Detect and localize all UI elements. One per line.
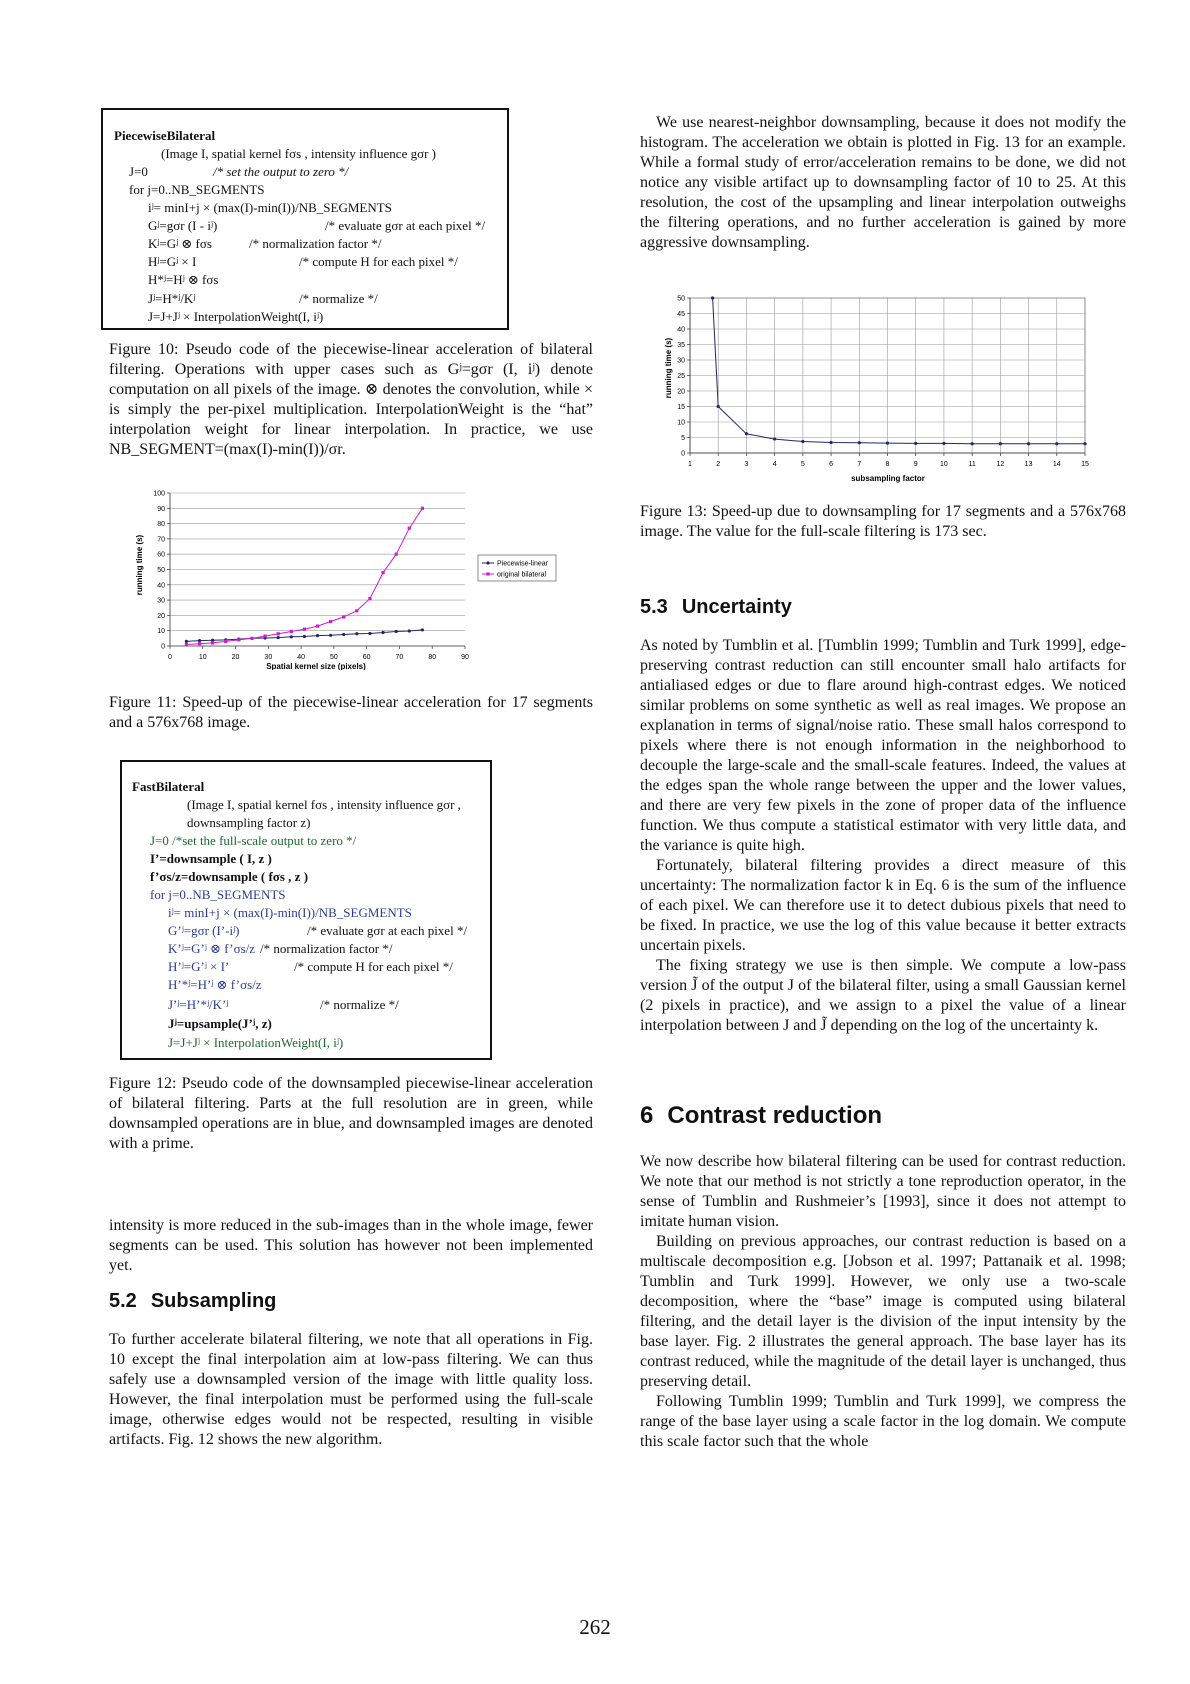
data-point <box>829 441 832 444</box>
x-tick-label: 7 <box>857 461 862 468</box>
y-tick-label: 15 <box>677 404 685 411</box>
x-tick-label: 1 <box>688 461 692 468</box>
fig12-line: f’σs/z=downsample ( fσs , z ) <box>150 869 309 884</box>
paragraph: To further accelerate bilateral filtering, we note that all operations in Fig. 10 except the final interpolation aim at low-pass filtering. We can thus safely use a downsampled version of the image with little quality loss. However, the final interpolation must be performed using the full-scale image, otherwise edges would not be respected, resulting in visible artifacts. Fig. 12 shows the new algorithm. <box>109 1331 593 1448</box>
fig11-ylabel: running time (s) <box>135 534 144 596</box>
x-tick-label: 90 <box>461 654 469 661</box>
y-tick-label: 80 <box>157 521 165 529</box>
page-number: 262 <box>579 1615 611 1639</box>
series-line <box>186 508 422 644</box>
fig10-line: Jʲ=H*ʲ/Kʲ <box>148 291 196 306</box>
fig12-line: G’ʲ=gσr (I’-iʲ) <box>168 923 240 938</box>
legend-label: Piecewise-linear <box>497 560 548 568</box>
x-tick-label: 30 <box>264 654 273 661</box>
data-point <box>198 642 201 645</box>
data-point <box>303 628 306 631</box>
paragraph: intensity is more reduced in the sub-images than in the whole image, fewer segments can be used. This solution has however not been implemented yet. <box>109 1217 593 1274</box>
fig10-comment: /* set the output to zero */ <box>213 164 349 179</box>
fig11-caption: Figure 11: Speed-up of the piecewise-linear acceleration for 17 segments and a 576x768 image. <box>109 694 593 731</box>
fig10-line: Gʲ=gσr (I - iʲ) <box>148 218 218 233</box>
data-point <box>303 635 306 638</box>
paragraph: Building on previous approaches, our contrast reduction is based on a multiscale decomposition e.g. [Jobson et al. 1997; Pattanaik et al. 1998; Tumblin and Turk 1999]. However, we only use a two-scale decomposition, where the “base” image is computed using bilateral filtering, and the detail layer is the division of the input intensity by the base layer. Fig. 2 illustrates the general approach. The base layer has its contrast reduced, while the magnitude of the detail layer is unchanged, thus preserving detail. <box>640 1233 1126 1390</box>
data-point <box>421 507 424 510</box>
y-tick-label: 35 <box>677 342 685 349</box>
data-point <box>277 632 280 635</box>
fig12-line: for j=0..NB_SEGMENTS <box>150 887 286 902</box>
data-point <box>1027 442 1030 445</box>
x-tick-label: 13 <box>1024 461 1033 468</box>
paragraph: The fixing strategy we use is then simple. We compute a low-pass version J̃ of the output J of the bilateral filter, using a small Gaussian kernel (2 pixels in practice), and we assign to a pixel the value of a linear interpolation between J and J̃ depending on the log of the uncertainty k. <box>640 957 1126 1034</box>
section-heading-5-3: 5.3 Uncertainty <box>640 596 792 618</box>
data-point <box>408 527 411 530</box>
data-point <box>421 628 424 631</box>
data-point <box>277 636 280 639</box>
y-tick-label: 60 <box>157 551 165 559</box>
y-tick-label: 70 <box>157 536 165 544</box>
data-point <box>368 597 371 600</box>
data-point <box>886 441 889 444</box>
x-tick-label: 9 <box>913 461 918 468</box>
fig10-comment: /* normalization factor */ <box>249 236 382 251</box>
x-tick-label: 12 <box>996 461 1005 468</box>
x-tick-label: 14 <box>1052 461 1061 468</box>
fig12-code-box <box>120 760 492 1060</box>
x-tick-label: 60 <box>362 654 371 661</box>
data-point <box>381 571 384 574</box>
x-tick-label: 0 <box>168 654 172 661</box>
x-tick-label: 50 <box>329 654 338 661</box>
data-point <box>342 615 345 618</box>
fig12-comment: /* compute H for each pixel */ <box>294 959 453 974</box>
data-point <box>858 441 861 444</box>
data-point <box>717 405 720 408</box>
legend-marker <box>486 561 489 564</box>
section-heading-6: 6 Contrast reduction <box>640 1102 883 1129</box>
y-tick-label: 90 <box>157 505 165 513</box>
x-tick-label: 70 <box>395 654 404 661</box>
data-point <box>263 634 266 637</box>
right-body-top <box>640 113 1126 253</box>
left-body-top <box>109 1216 593 1276</box>
y-tick-label: 50 <box>677 295 685 303</box>
paragraph: We now describe how bilateral filtering can be used for contrast reduction. We note that our method is not strictly a tone reproduction operator, in the sense of Tumblin and Rushmeier’s [1993], since it does not attempt to imitate human vision. <box>640 1153 1126 1230</box>
fig10-line: J=J+Jʲ × InterpolationWeight(I, iʲ) <box>148 309 324 324</box>
right-body-middle <box>640 636 1126 1036</box>
data-point <box>290 635 293 638</box>
paragraph: Following Tumblin 1999; Tumblin and Turk 1999], we compress the range of the base layer using a scale factor in the log domain. We compute this scale factor such that the whole <box>640 1393 1126 1450</box>
data-point <box>355 609 358 612</box>
fig11-chart <box>130 488 580 670</box>
fig12-line: J’ʲ=H’*ʲ/K’ʲ <box>168 997 229 1012</box>
fig10-line: Hʲ=Gʲ × I <box>148 254 197 269</box>
fig11-xlabel: Spatial kernel size (pixels) <box>266 662 366 670</box>
data-point <box>342 633 345 636</box>
data-point <box>316 625 319 628</box>
y-tick-label: 40 <box>157 582 165 590</box>
data-point <box>185 640 188 643</box>
x-tick-label: 4 <box>772 461 777 468</box>
x-tick-label: 5 <box>800 461 805 468</box>
fig10-line: J=0 <box>129 164 148 179</box>
fig12-line: J=0 /*set the full-scale output to zero */ <box>150 833 357 848</box>
fig12-line: I’=downsample ( I, z ) <box>150 851 272 866</box>
data-point <box>237 638 240 641</box>
x-tick-label: 11 <box>968 461 976 468</box>
x-tick-label: 40 <box>297 654 306 661</box>
fig13-xlabel: subsampling factor <box>851 474 925 483</box>
data-point <box>711 296 714 299</box>
fig12-title: FastBilateral <box>132 779 205 794</box>
data-point <box>395 553 398 556</box>
y-tick-label: 0 <box>681 450 685 458</box>
fig12-line: iʲ= minI+j × (max(I)-min(I))/NB_SEGMENTS <box>168 905 412 920</box>
y-tick-label: 5 <box>681 435 685 442</box>
fig12-line: (Image I, spatial kernel fσs , intensity influence gσr , <box>187 797 461 812</box>
fig12-comment: /* normalize */ <box>320 997 399 1012</box>
y-tick-label: 45 <box>677 311 685 318</box>
fig13-chart <box>660 291 1090 486</box>
fig10-title: PiecewiseBilateral <box>114 128 216 143</box>
y-tick-label: 25 <box>677 373 685 380</box>
data-point <box>408 629 411 632</box>
data-point <box>224 640 227 643</box>
y-tick-label: 30 <box>677 357 685 365</box>
section-heading-5-2: 5.2 Subsampling <box>109 1290 277 1312</box>
right-body-bottom <box>640 1152 1126 1452</box>
fig12-comment: /* normalization factor */ <box>260 941 393 956</box>
y-tick-label: 10 <box>157 628 165 636</box>
data-point <box>198 639 201 642</box>
y-tick-label: 30 <box>157 597 165 605</box>
fig10-line: (Image I, spatial kernel fσs , intensity influence gσr ) <box>161 146 437 161</box>
fig12-line: H’ʲ=G’ʲ × I’ <box>168 959 230 974</box>
data-point <box>745 432 748 435</box>
fig10-comment: /* evaluate gσr at each pixel */ <box>325 218 486 233</box>
x-tick-label: 10 <box>940 461 948 468</box>
fig12-line: H’*ʲ=H’ʲ ⊗ f’σs/z <box>168 977 262 992</box>
data-point <box>250 637 253 640</box>
data-point <box>381 631 384 634</box>
fig10-line: for j=0..NB_SEGMENTS <box>129 182 265 197</box>
x-tick-label: 20 <box>231 654 240 661</box>
fig10-line: Kʲ=Gʲ ⊗ fσs <box>148 236 212 251</box>
fig10-comment: /* normalize */ <box>299 291 378 306</box>
data-point <box>395 630 398 633</box>
x-tick-label: 8 <box>885 461 890 468</box>
data-point <box>316 634 319 637</box>
fig12-caption: Figure 12: Pseudo code of the downsampled piecewise-linear acceleration of bilateral filtering. Parts at the full resolution are in green, while downsampled operations are in blue, and downsampled images are denoted with a prime. <box>109 1075 593 1152</box>
fig10-code-box <box>101 108 509 330</box>
y-tick-label: 0 <box>161 643 165 651</box>
x-tick-label: 2 <box>716 461 721 468</box>
fig10-line: H*ʲ=Hʲ ⊗ fσs <box>148 272 219 287</box>
data-point <box>1055 442 1058 445</box>
x-tick-label: 10 <box>198 654 207 661</box>
data-point <box>971 442 974 445</box>
fig12-line: K’ʲ=G’ʲ ⊗ f’σs/z <box>168 941 256 956</box>
y-tick-label: 50 <box>157 567 165 574</box>
data-point <box>368 632 371 635</box>
data-point <box>211 639 214 642</box>
fig12-line: downsampling factor z) <box>187 815 311 830</box>
data-point <box>1083 442 1086 445</box>
y-tick-label: 20 <box>157 612 165 620</box>
fig12-line: J=J+Jʲ × InterpolationWeight(I, iʲ) <box>168 1035 344 1050</box>
legend-label: original bilateral <box>497 571 547 579</box>
paragraph: Fortunately, bilateral filtering provides a direct measure of this uncertainty: The normalization factor k in Eq. 6 is the sum of the influence of each pixel. We can therefore use it to detect dubious pixels that need to be fixed. In practice, we use the log of this value because it better extracts uncertain pixels. <box>640 857 1126 954</box>
fig13-caption: Figure 13: Speed-up due to downsampling for 17 segments and a 576x768 image. The value for the full-scale filtering is 173 sec. <box>640 503 1126 540</box>
paragraph: We use nearest-neighbor downsampling, because it does not modify the histogram. The acceleration we obtain is plotted in Fig. 13 for an example. While a formal study of error/acceleration remains to be done, we did not notice any visible artifact up to downsampling factor of 10 to 25. At this resolution, the cost of the upsampling and linear interpolation outweighs the filtering operations, and no further acceleration is gained by more aggressive downsampling. <box>640 114 1126 251</box>
x-tick-label: 80 <box>428 654 437 661</box>
legend-marker <box>486 572 489 575</box>
data-point <box>914 442 917 445</box>
fig12-comment: /* evaluate gσr at each pixel */ <box>307 923 468 938</box>
data-point <box>211 641 214 644</box>
y-tick-label: 100 <box>153 490 165 498</box>
data-point <box>355 632 358 635</box>
fig13-ylabel: running time (s) <box>664 337 673 399</box>
x-tick-label: 3 <box>744 461 749 468</box>
data-point <box>801 440 804 443</box>
y-tick-label: 20 <box>677 388 685 396</box>
data-point <box>329 634 332 637</box>
data-point <box>329 620 332 623</box>
y-tick-label: 40 <box>677 326 685 334</box>
left-body-bottom <box>109 1330 593 1450</box>
data-point <box>773 437 776 440</box>
data-point <box>290 630 293 633</box>
fig12-line: Jʲ=upsample(J’ʲ, z) <box>168 1016 272 1031</box>
data-point <box>185 643 188 646</box>
data-point <box>942 442 945 445</box>
x-tick-label: 6 <box>829 461 834 468</box>
fig10-caption: Figure 10: Pseudo code of the piecewise-linear acceleration of bilateral filtering. Operations with upper cases such as Gʲ=gσr (I, iʲ) denote computation on all pixels of the image. ⊗ denotes the convolution, while × is simply the per-pixel multiplication. InterpolationWeight is the “hat” interpolation weight for linear interpolation. In practice, we use NB_SEGMENT=(max(I)-min(I))/σr. <box>109 341 593 458</box>
fig10-line: iʲ= minI+j × (max(I)-min(I))/NB_SEGMENTS <box>148 200 392 215</box>
y-tick-label: 10 <box>677 419 685 427</box>
data-point <box>999 442 1002 445</box>
x-tick-label: 15 <box>1081 461 1089 468</box>
fig10-comment: /* compute H for each pixel */ <box>299 254 458 269</box>
paragraph: As noted by Tumblin et al. [Tumblin 1999; Tumblin and Turk 1999], edge-preserving contrast reduction can still encounter small halo artifacts for antialiased edges or due to flare around high-contrast edges. We noticed similar problems on some synthetic as well as real images. We propose an explanation in terms of signal/noise ratio. These small halos correspond to pixels where there is not enough information in the neighborhood to decouple the large-scale and the small-scale features. Indeed, the values at the edges span the whole range between the upper and the lower values, and there are very few pixels in the zone of proper data of the influence function. We thus compute a statistical estimator with very little data, and the variance is quite high. <box>640 637 1126 854</box>
